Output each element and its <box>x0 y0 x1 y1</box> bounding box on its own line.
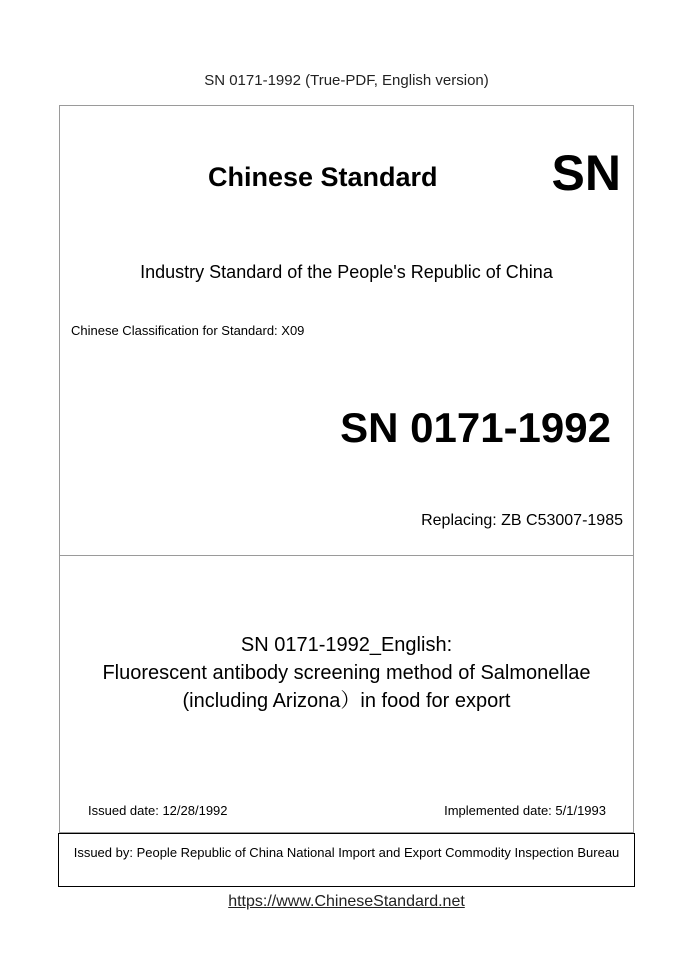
document-title-line-3: (including Arizona）in food for export <box>182 690 511 712</box>
sn-mark: SN <box>551 145 621 201</box>
cover-frame <box>59 105 634 833</box>
chinese-standard-heading: Chinese Standard <box>208 162 438 192</box>
issued-date: Issued date: 12/28/1992 <box>88 803 228 818</box>
document-title-line-2: Fluorescent antibody screening method of Salmonellae <box>102 662 591 684</box>
implemented-date: Implemented date: 5/1/1993 <box>444 803 606 818</box>
replacing-label: Replacing: ZB C53007-1985 <box>421 512 623 529</box>
standard-number: SN 0171-1992 <box>340 404 611 451</box>
document-title <box>60 631 633 715</box>
section-divider <box>60 555 633 556</box>
website-link[interactable]: https://www.ChineseStandard.net <box>228 893 465 910</box>
issuer-text: Issued by: People Republic of China National Import and Export Commodity Inspection Bureau <box>73 845 620 860</box>
classification-label: Chinese Classification for Standard: X09 <box>71 323 305 338</box>
page-header-title: SN 0171-1992 (True-PDF, English version) <box>204 72 489 89</box>
issuer-box <box>58 833 635 887</box>
industry-standard-line: Industry Standard of the People's Republic of China <box>140 262 553 282</box>
document-title-line-1: SN 0171-1992_English: <box>240 634 453 656</box>
